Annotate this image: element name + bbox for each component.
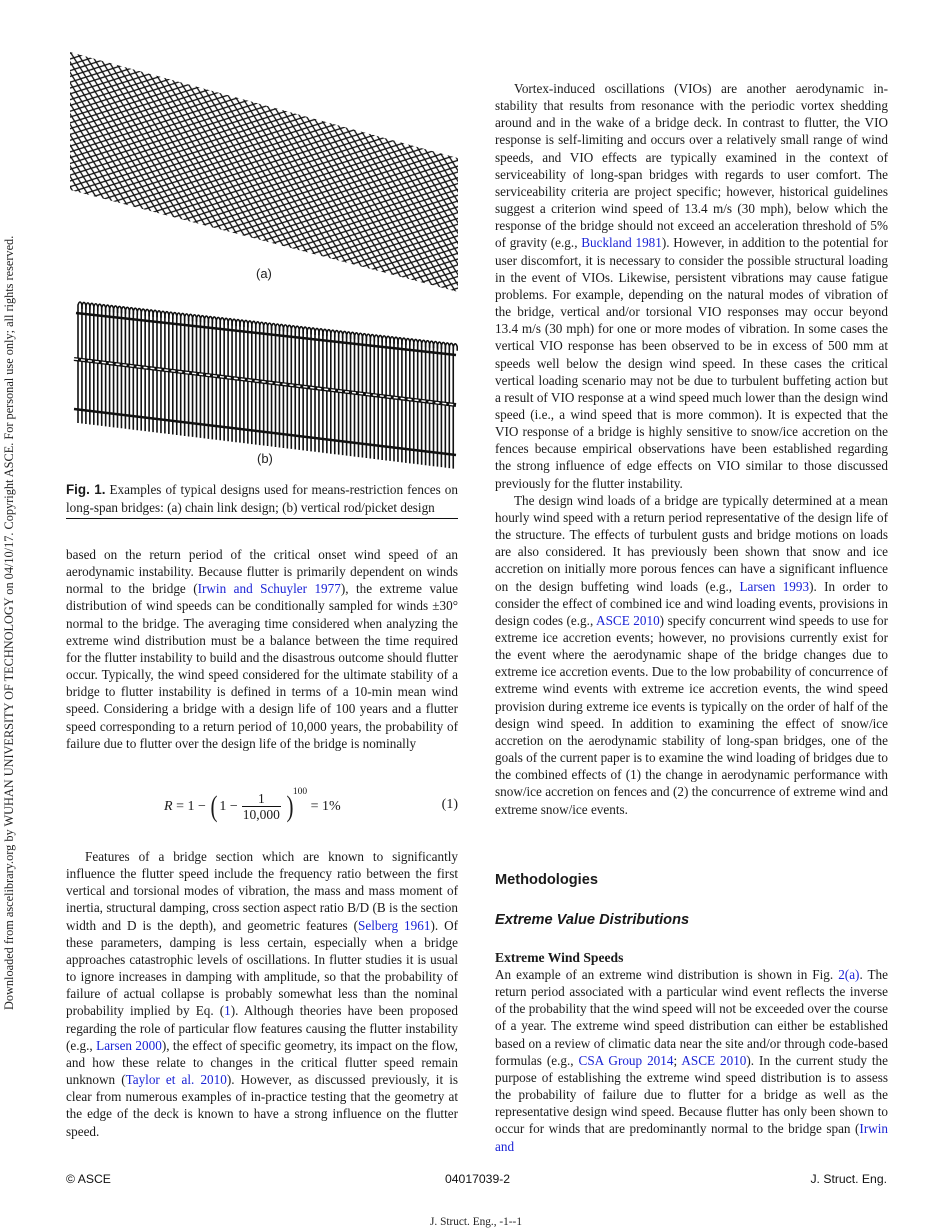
paragraph: [66, 546, 458, 752]
citation-link[interactable]: Larsen 1993: [739, 578, 810, 594]
text: ). However, as discussed previously, it is clear from numerous examples of in-practice testing that the geometry at the edge of the deck is known to have a strong influence on the flutter speed.: [66, 1072, 459, 1139]
equation-number: (1): [441, 797, 458, 812]
equation-link[interactable]: 1: [224, 1003, 231, 1019]
right-column-continued: [495, 950, 888, 1155]
citation-link[interactable]: Irwin and Schuyler 1977: [197, 581, 341, 597]
figure-number: Fig. 1.: [66, 482, 106, 497]
eq-numerator: 1: [257, 791, 265, 806]
text: Vortex-induced oscillations (VIOs) are another aerodynamic instability that results from resonance with the periodic vortex shedding around and in the wake of a bridge deck. In contrast to flutter, the VIO response is self-limiting and occurs over a relatively small range of wind speeds, and VIO effects are typically examined in the context of serviceability of long-span bridges with regards to user comfort. The serviceability criteria are project specific; however, historical guidelines suggest a criterion wind speed of 13.4 m/s (30 mph), below which the response of the bridge should not exceed an acceleration threshold of 5% of gravity (e.g.,: [495, 81, 888, 251]
text: . The return period associated with a particular wind event reflects the inverse of the probability that the wind speed will not be exceeded over the course of a year. The extreme wind speed distribution can either be established based on a review of climatic data near the site and/or through code-based formulas (e.g.,: [495, 967, 888, 1068]
paragraph: [495, 492, 888, 818]
paragraph: [495, 966, 888, 1155]
figure-caption: [66, 481, 458, 517]
footer-journal: J. Struct. Eng.: [810, 1172, 887, 1186]
subsubsection-heading: Extreme Wind Speeds: [495, 950, 624, 965]
equation-1: R = 1 − ( 1 − $\frac{1}{10,000}$ ) 100 = 1% (1): [164, 786, 458, 823]
text: ). In the current study the purpose of establishing the extreme wind speed distribution is to assess the probability of failure due to flutter for a bridge as well as the representative design wind speed. Because flutter has only been shown to occur for winds that are predominantly normal to the bridge span (: [495, 1052, 889, 1137]
left-column-continued: [66, 848, 458, 1140]
eq-exponent: 100: [292, 786, 308, 797]
footer-article-id: 04017039-2: [445, 1172, 511, 1186]
text: ) specify concurrent wind speeds to use for extreme ice accretion events; however, no provisions currently exist for the event where the aerodynamic shape of the bridge changes due to extreme ice accretion events. Due to the low probability of concurrence of extreme wind events with extreme ice accretion events, the wind speed provision during extreme ice events is typically on the order of half of the design wind speed. In addition to examining the effect of snow/ice accretion on the aerodynamic stability of long-span bridges, one of the goals of the current paper is to examine the wind loading of bridges due to the combined effects of (1) the change in aerodynamic performance with snow/ice accretion on fences and (2) the concurrence of extreme wind and extreme snow/ice events.: [495, 612, 888, 817]
text: ), the extreme value distribution of wind speeds can be conditionally sampled for winds ±30° normal to the bridge. The averaging time considered when analyzing the extreme wind distribution must be a balance between the time required for the flutter instability to build and the disastrous outcome should flutter occur. Typically, the wind speed considered for the ultimate stability of a bridge to flutter instability is defined in terms of a 10-min mean wind speed. Considering a bridge with a design life of 100 years and a flutter speed corresponding to a return period of 10,000 years, the probability of failure due to flutter over the design life of the bridge is nominally: [66, 581, 459, 751]
figure-1: [66, 40, 458, 470]
picket-fence-illustration: [66, 295, 458, 475]
text: ). Although theories have been proposed regarding the role of particular flow features causing the flutter instability (e.g.,: [66, 1003, 458, 1053]
citation-link[interactable]: Irwin and: [495, 1121, 888, 1154]
citation-link[interactable]: ASCE 2010: [596, 612, 660, 628]
text: The design wind loads of a bridge are typically determined at a mean hourly wind speed with a return period representative of the design life of the structure. The effects of turbulent gusts and bridge motions on loads are also considered. It has previously been shown that snow and ice accretion on initially more porous fences can have a significant influence on the design buffeting wind loads (e.g.,: [495, 492, 888, 594]
citation-link[interactable]: Larsen 2000: [96, 1037, 162, 1053]
citation-link[interactable]: CSA Group 2014: [578, 1052, 674, 1068]
chain-link-fence-illustration: [66, 40, 458, 300]
panel-a-label: (a): [256, 266, 272, 281]
paragraph: [495, 80, 888, 492]
caption-text: Examples of typical designs used for means-restriction fences on long-span bridges: (a) chain link design; (b) vertical rod/picket design: [66, 482, 458, 515]
text: ;: [673, 1052, 682, 1068]
panel-b-label: (b): [257, 451, 273, 466]
download-notice: Downloaded from ascelibrary.org by WUHAN UNIVERSITY OF TECHNOLOGY on 04/10/17. Copyright ASCE. For personal use only; all rights reserved.: [2, 235, 16, 1010]
footer-copyright: © ASCE: [66, 1172, 111, 1186]
figure-link[interactable]: 2(a): [838, 967, 860, 982]
subsection-heading: Extreme Value Distributions: [495, 912, 690, 928]
paragraph: [66, 848, 458, 1140]
text: ). However, in addition to the potential for user discomfort, it is necessary to consider the possible structural loading in the event of VIOs. Likewise, persistent vibrations may cause fatigue problems. For example, depending on the natural modes of vibration of the bridge, vertical and/or torsional VIO responses may occur beyond 13.4 m/s (30 mph) for one or more modes of vibration. In some cases the vertical VIO response has been observed to be in excess of 500 mm at speeds well below the design wind speed. In these cases the critical vertical loading scenario may not be due to turbulent buffeting action but a result of VIO response at a wind speed much lower than the design wind speed (i.e., a wind speed that is more common). It is expected that the VIO response of a bridge is highly sensitive to snow/ice accretion on the fences because empirical observations have been established regarding the strong influence of edge effects on VIO similar to those discussed previously for the flutter instability.: [495, 235, 889, 491]
section-heading: Methodologies: [495, 872, 598, 888]
text: ). In order to consider the effect of combined ice and wind loading events, provisions in design codes (e.g.,: [495, 578, 888, 628]
citation-link[interactable]: Selberg 1961: [358, 917, 431, 933]
bottom-journal-note: J. Struct. Eng., -1--1: [430, 1216, 522, 1228]
text: Features of a bridge section which are known to significantly influence the flutter speed include the frequency ratio between the first vertical and torsional modes of vibration, the mass and mass moment of inertia, structural damping, cross section aspect ratio B/D (B is the section width and D is the depth), and geometric features (: [66, 849, 458, 933]
text: based on the return period of the critical onset wind speed of an aerodynamic instability. Because flutter is primarily dependent on winds normal to the bridge (: [66, 547, 458, 597]
text: ). Of these parameters, damping is less certain, especially when a bridge approaches catastrophic levels of oscillations. In flutter studies it is usual to ignore increases in damping with amplitude, so that the probability of failure of actual collapse is probably somewhat less than the nominal probability implied by Eq. (: [66, 917, 459, 1019]
text: An example of an extreme wind distribution is shown in Fig.: [495, 967, 839, 982]
left-column: [66, 546, 458, 752]
citation-link[interactable]: Buckland 1981: [581, 235, 662, 251]
text: ), the effect of specific geometry, its impact on the flow, and how these relate to changes in the critical flutter speed remain unknown (: [66, 1037, 458, 1088]
eq-lhs-rest: = 1 −: [176, 798, 206, 814]
eq-rhs: = 1%: [310, 798, 341, 814]
eq-denominator: 10,000: [242, 807, 280, 822]
citation-link[interactable]: Taylor et al. 2010: [125, 1072, 227, 1088]
citation-link[interactable]: ASCE 2010: [681, 1052, 747, 1068]
eq-inner: 1 −: [219, 798, 238, 814]
eq-fraction: [242, 791, 281, 822]
caption-divider: [66, 518, 458, 519]
right-column: [495, 80, 888, 818]
